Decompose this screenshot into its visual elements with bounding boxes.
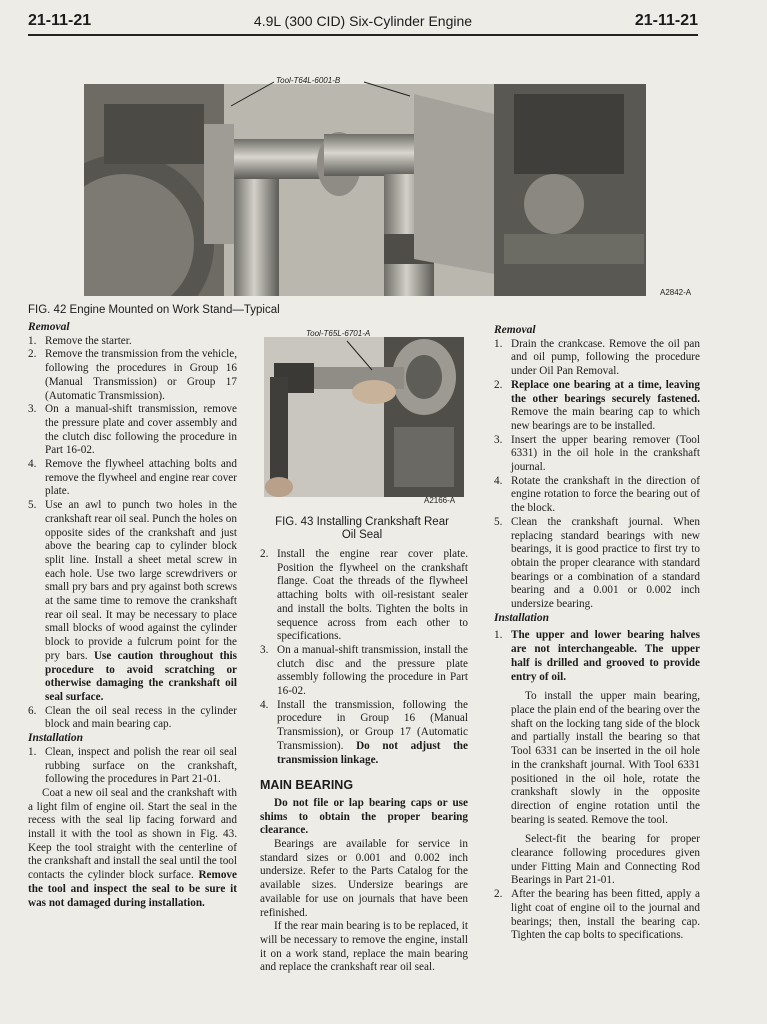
fig43-caption [260, 516, 464, 542]
list-item: 4. Rotate the crankshaft in the direction of engine rotation to force the bearing out of the block. [494, 474, 700, 515]
right-column [494, 324, 700, 943]
list-item: 1. The upper and lower bearing halves are not interchangeable. The upper half is drilled and grooved to provide entry of oil. [494, 629, 700, 683]
fig43-caption-line2: Oil Seal [341, 529, 383, 541]
page-number-right: 21-11-21 [634, 12, 698, 29]
removal-heading: Removal [28, 321, 70, 333]
list-item: 6. Clean the oil seal recess in the cylinder block and main bearing cap. [28, 704, 237, 731]
list-item: 1. Drain the crankcase. Remove the oil pan and oil pump, following the procedure under Oil Pan Removal. [494, 337, 700, 378]
page-header [28, 12, 698, 32]
list-item: 3. Insert the upper bearing remover (Tool 6331) in the oil hole in the crankshaft journal. [494, 433, 700, 474]
install-paragraph-1: To install the upper main bearing, place the plain end of the bearing over the shaft on the locking tang side of the block and partially install the bearing so that Tool 6331 can be inserted in the oil hole in the crankshaft journal. With Tool 6331 positioned in the oil hole, rotate the crankshaft slowly in the opposite direction of engine rotation until the bearing is seated. Remove the tool. [511, 690, 700, 826]
list-item: 3. On a manual-shift transmission, remove the pressure plate and cover assembly and the clutch disc following the procedure in Part 16-02. [28, 403, 237, 457]
list-item: 4. Install the transmission, following the procedure in Group 16 (Manual Transmission), or Group 17 (Automatic Transmission). Do not adjust the transmission linkage. [260, 698, 468, 766]
fig42-caption: FIG. 42 Engine Mounted on Work Stand—Typical [28, 304, 280, 316]
fig42-tool-label: Tool-T64L-6001-B [276, 76, 341, 85]
list-item: 2. Remove the transmission from the vehicle, following the procedures in Group 16 (Manual Transmission) or Group 17 (Automatic Transmission). [28, 348, 238, 402]
fig42-photo [84, 84, 646, 296]
list-item: 4. Remove the flywheel attaching bolts and remove the flywheel and engine rear cover plate. [28, 458, 237, 498]
fig43-code: A2166-A [424, 496, 456, 505]
left-column [28, 321, 237, 910]
fig43-caption-line1: FIG. 43 Installing Crankshaft Rear [275, 516, 449, 528]
installation-heading: Installation [494, 611, 549, 624]
main-bearing-heading: MAIN BEARING [260, 778, 354, 793]
main-bearing-warning: Do not file or lap bearing caps or use shims to obtain the proper bearing clearance. [260, 796, 468, 837]
removal-heading: Removal [494, 324, 536, 336]
page-title: 4.9L (300 CID) Six-Cylinder Engine [253, 13, 473, 29]
installation-heading: Installation [28, 732, 83, 745]
main-bearing-paragraph-1: Bearings are available for service in standard sizes or 0.001 and 0.002 inch undersize. Refer to the Parts Catalog for the available sizes. Undersize bearings are available for use on journals that have been refinished. [260, 838, 468, 919]
install-paragraph-2: Select-fit the bearing for proper clearance following procedures given under Fitting Main and Connecting Rod Bearings in Part 21-01. [511, 833, 700, 887]
fig43-photo [264, 337, 464, 497]
install-paragraph: Coat a new oil seal and the crankshaft with a light film of engine oil. Start the seal in the recess with the seal lip facing forward and install it with the tool as shown in Fig. 43. Keep the tool straight with the centerline of the crankshaft and install the seal until the tool contacts the cylinder block surface. Remove the tool and inspect the seal to be sure it was not damaged during installation. [28, 786, 237, 909]
list-item: 5. Clean the crankshaft journal. When replacing standard bearings with new bearings, it is good practice to first try to obtain the proper clearance with standard bearings or a combination of a standard bearing and a 0.001 or 0.002 inch undersize bearing. [494, 515, 700, 611]
middle-column [260, 548, 468, 975]
list-item: 3. On a manual-shift transmission, install the clutch disc and the pressure plate assembly following the procedure in Part 16-02. [260, 643, 468, 698]
fig42-code: A2842-A [660, 288, 692, 297]
list-item: 2. After the bearing has been fitted, apply a light coat of engine oil to the journal and bearings; then, install the bearing cap. Tighten the cap bolts to specifications. [494, 888, 700, 942]
fig43-tool-label: Tool-T65L-6701-A [306, 329, 371, 338]
engine-work-stand-illustration [84, 84, 646, 296]
main-bearing-paragraph-2: If the rear main bearing is to be replaced, it will be necessary to remove the engine, install it on a work stand, replace the main bearing and replace the crankshaft rear oil seal. [260, 920, 468, 974]
list-item: 2. Install the engine rear cover plate. Position the flywheel on the crankshaft flange. Coat the threads of the flywheel attaching bolts with oil-resistant sealer and install the bolts. Tighten the bolts in sequence across from each other to specifications. [260, 548, 468, 643]
list-item: 2. Replace one bearing at a time, leaving the other bearings securely fastened. Remove the main bearing cap to which new bearings are to be installed. [494, 378, 700, 432]
seal-installer-illustration [264, 337, 464, 497]
list-item: 5. Use an awl to punch two holes in the crankshaft rear oil seal. Punch the holes on opposite sides of the crankshaft and just above the bearing cap to cylinder block split line. Install a sheet metal screw in each hole. Use two large screwdrivers or small pry bars and pry against both screws at the same time to remove the crankshaft rear oil seal. It may be necessary to place small blocks of wood against the cylinder block to provide a fulcrum point for the pry bars. Use caution throughout this procedure to avoid scratching or otherwise damaging the crankshaft oil seal surface. [28, 499, 238, 703]
list-item: 1. Remove the starter. [28, 334, 132, 347]
page-number-left: 21-11-21 [28, 12, 92, 29]
header-rule [28, 34, 698, 36]
list-item: 1. Clean, inspect and polish the rear oil seal rubbing surface on the crankshaft, following the procedures in Part 21-01. [28, 745, 237, 786]
